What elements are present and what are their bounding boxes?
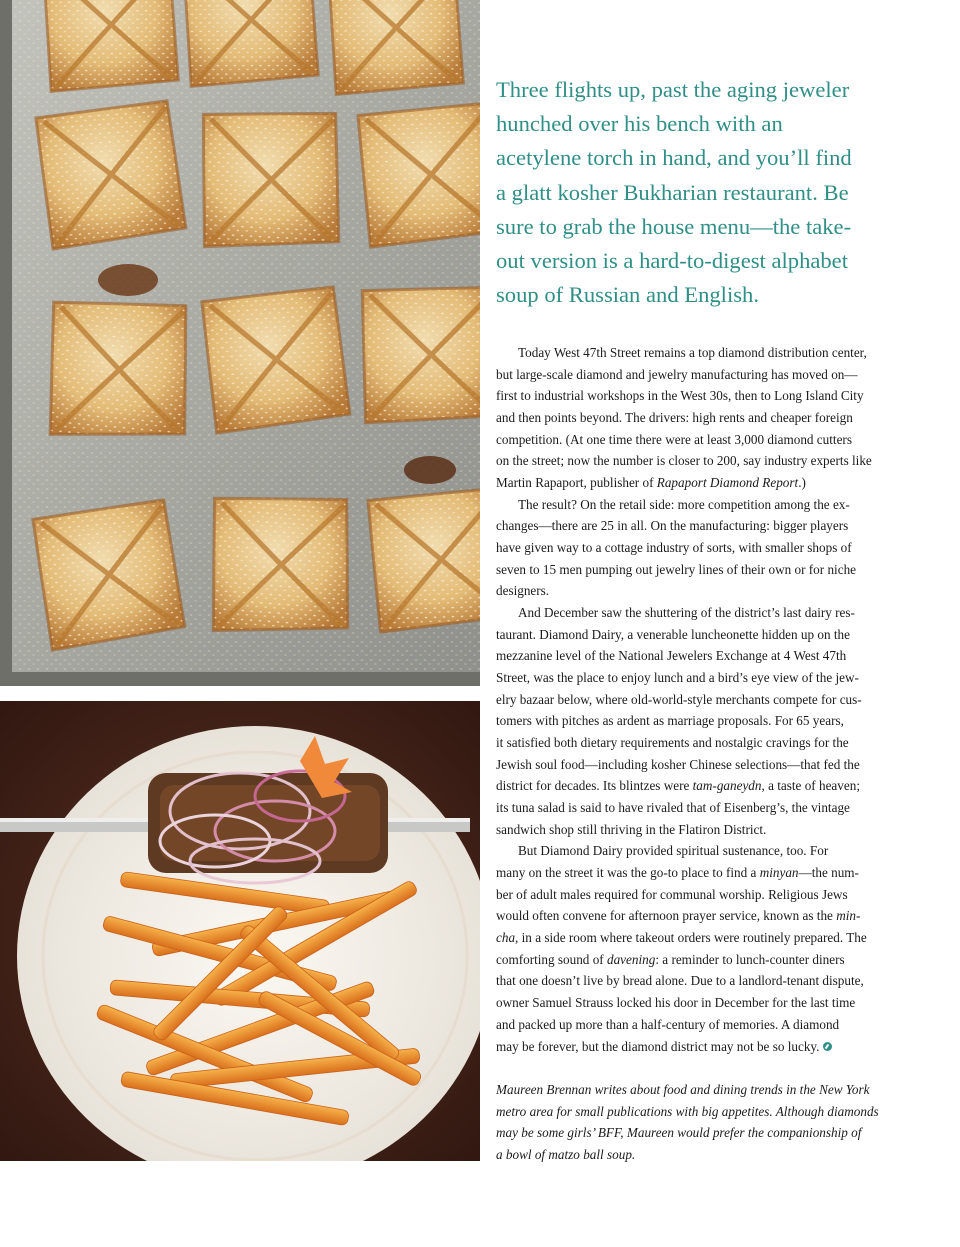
yiddish-term: cha [496,930,516,946]
body-text: .) [798,475,806,491]
body-text: would often convene for afternoon prayer service, known as the [496,908,837,924]
body-line [496,472,896,494]
body-line: tomers with pitches as ardent as marriage proposals. For 65 years, [496,713,844,729]
pull-quote-line: sure to grab the house menu—the take- [496,213,852,239]
body-line: sandwich shop still thriving in the Flatiron District. [496,821,767,837]
body-line [496,927,896,949]
paragraph-4 [496,840,896,1057]
body-line: competition. (At one time there were at least 3,000 diamond cutters [496,431,852,447]
body-line [496,1036,896,1058]
body-line: designers. [496,583,550,599]
body-line: But Diamond Dairy provided spiritual sustenance, too. For [518,843,829,859]
body-line: its tuna salad is said to have rivaled that of Eisenberg’s, the vintage [496,800,850,816]
pull-quote-line: hunched over his bench with an [496,111,783,137]
body-line: changes—there are 25 in all. On the manufacturing: bigger players [496,518,849,534]
pastries-image [0,0,480,686]
article-body [496,342,896,1057]
body-text: , in a side room where takeout orders were routinely prepared. The [515,930,867,946]
end-of-article-icon [823,1042,832,1051]
body-line: And December saw the shuttering of the district’s last dairy res- [518,605,855,621]
pull-quote-line: Three flights up, past the aging jeweler [496,77,850,102]
body-line [496,862,896,884]
body-text: , a taste of heaven; [761,778,860,794]
bio-line: metro area for small publications with big appetites. Although diamonds [496,1103,879,1119]
body-line [496,775,896,797]
body-line: elry bazaar below, where old-world-style merchants compete for cus- [496,691,862,707]
body-line: Today West 47th Street remains a top diamond distribution center, [518,345,867,360]
body-line: and then points beyond. The drivers: high rents and cheaper foreign [496,410,853,426]
publication-title: Rapaport Diamond Report [656,475,799,491]
pull-quote-line: a glatt kosher Bukharian restaurant. Be [496,179,849,205]
paragraph-1 [496,342,896,494]
pull-quote [496,73,896,312]
body-text: may be forever, but the diamond district may not be so lucky. [496,1038,820,1054]
author-bio [496,1079,896,1166]
paragraph-3 [496,602,896,840]
bio-line: Maureen Brennan writes about food and dining trends in the New York [496,1082,870,1097]
body-line: taurant. Diamond Dairy, a venerable luncheonette hidden up on the [496,626,850,642]
kebab-photo [0,701,480,1161]
bio-line: may be some girls’ BFF, Maureen would prefer the companionship of [496,1125,862,1141]
body-line: seven to 15 men pumping out jewelry lines of their own or for niche [496,561,857,577]
body-line: on the street; now the number is closer to 200, say industry experts like [496,453,872,469]
body-line [496,905,896,927]
body-line: have given way to a cottage industry of sorts, with smaller shops of [496,540,852,556]
body-line: but large-scale diamond and jewelry manufacturing has moved on— [496,366,858,382]
paragraph-2 [496,494,896,602]
body-line: mezzanine level of the National Jewelers Exchange at 4 West 47th [496,648,847,664]
body-line: ber of adult males required for communal worship. Religious Jews [496,886,848,902]
body-line: Jewish soul food—including kosher Chinese selections—that fed the [496,756,860,772]
yiddish-term: davening [606,951,656,967]
body-text: : a reminder to lunch-counter diners [655,951,845,967]
body-text: district for decades. Its blintzes were [496,778,693,794]
bio-line: a bowl of matzo ball soup. [496,1147,636,1163]
yiddish-term: min- [836,908,861,924]
body-line [496,949,896,971]
pastries-photo [0,0,480,686]
body-line: The result? On the retail side: more competition among the ex- [518,496,850,512]
body-text: —the num- [798,865,859,881]
body-text: Martin Rapaport, publisher of [496,475,657,491]
body-line: it satisfied both dietary requirements and nostalgic cravings for the [496,735,849,751]
yiddish-term: tam-ganeydn [692,778,762,794]
body-line: and packed up more than a half-century of memories. A diamond [496,1016,840,1032]
body-line: that one doesn’t live by bread alone. Due to a landlord-tenant dispute, [496,973,864,989]
kebab-image [0,701,480,1161]
body-line: first to industrial workshops in the West 30s, then to Long Island City [496,388,864,404]
pull-quote-line: soup of Russian and English. [496,282,759,308]
body-text: comforting sound of [496,951,607,967]
pull-quote-line: acetylene torch in hand, and you’ll find [496,145,852,171]
body-line: Street, was the place to enjoy lunch and a bird’s eye view of the jew- [496,670,859,686]
body-text: many on the street it was the go-to place to find a [496,865,760,881]
body-line: owner Samuel Strauss locked his door in December for the last time [496,995,856,1011]
pull-quote-line: out version is a hard-to-digest alphabet [496,248,848,274]
yiddish-term: minyan [759,865,799,881]
